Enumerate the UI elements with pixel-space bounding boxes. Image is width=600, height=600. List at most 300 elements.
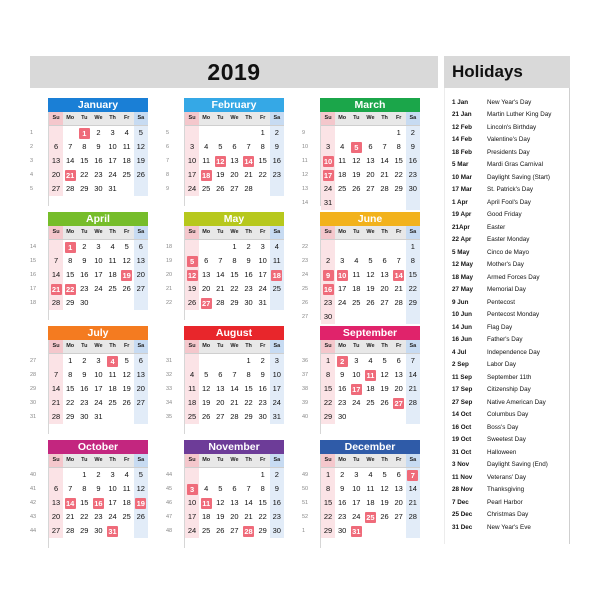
day-cell[interactable]	[185, 268, 199, 282]
day-cell[interactable]	[77, 482, 91, 496]
day-cell[interactable]	[321, 524, 335, 538]
day-cell[interactable]	[256, 368, 270, 382]
day-cell[interactable]	[185, 482, 199, 496]
day-cell[interactable]	[256, 510, 270, 524]
day-cell[interactable]	[199, 482, 213, 496]
day-cell[interactable]	[363, 468, 377, 482]
day-cell[interactable]	[335, 282, 349, 296]
day-cell[interactable]	[185, 254, 199, 268]
day-cell[interactable]	[91, 254, 105, 268]
day-cell[interactable]	[77, 254, 91, 268]
day-cell[interactable]	[91, 282, 105, 296]
day-cell[interactable]	[199, 296, 213, 310]
day-cell[interactable]	[349, 382, 363, 396]
day-cell[interactable]	[63, 240, 77, 254]
day-cell[interactable]	[242, 496, 256, 510]
day-cell[interactable]	[49, 268, 63, 282]
day-cell[interactable]	[49, 496, 63, 510]
day-cell[interactable]	[363, 296, 377, 310]
day-cell[interactable]	[321, 496, 335, 510]
day-cell[interactable]	[392, 268, 406, 282]
day-cell[interactable]	[392, 468, 406, 482]
day-cell[interactable]	[120, 368, 134, 382]
day-cell[interactable]	[406, 482, 420, 496]
day-cell[interactable]	[185, 168, 199, 182]
day-cell[interactable]	[185, 410, 199, 424]
day-cell[interactable]	[199, 368, 213, 382]
day-cell[interactable]	[392, 126, 406, 140]
day-cell[interactable]	[378, 396, 392, 410]
day-cell[interactable]	[363, 368, 377, 382]
day-cell[interactable]	[49, 154, 63, 168]
day-cell[interactable]	[378, 154, 392, 168]
day-cell[interactable]	[91, 396, 105, 410]
day-cell[interactable]	[270, 140, 284, 154]
day-cell[interactable]	[242, 482, 256, 496]
day-cell[interactable]	[63, 482, 77, 496]
day-cell[interactable]	[349, 354, 363, 368]
day-cell[interactable]	[321, 396, 335, 410]
day-cell[interactable]	[134, 140, 148, 154]
day-cell[interactable]	[392, 154, 406, 168]
day-cell[interactable]	[49, 282, 63, 296]
day-cell[interactable]	[63, 496, 77, 510]
day-cell[interactable]	[134, 510, 148, 524]
day-cell[interactable]	[363, 382, 377, 396]
day-cell[interactable]	[335, 154, 349, 168]
day-cell[interactable]	[256, 296, 270, 310]
day-cell[interactable]	[256, 496, 270, 510]
day-cell[interactable]	[392, 140, 406, 154]
day-cell[interactable]	[363, 510, 377, 524]
day-cell[interactable]	[91, 482, 105, 496]
day-cell[interactable]	[120, 240, 134, 254]
day-cell[interactable]	[270, 396, 284, 410]
day-cell[interactable]	[63, 254, 77, 268]
day-cell[interactable]	[77, 368, 91, 382]
day-cell[interactable]	[227, 524, 241, 538]
day-cell[interactable]	[134, 126, 148, 140]
day-cell[interactable]	[321, 296, 335, 310]
day-cell[interactable]	[349, 168, 363, 182]
day-cell[interactable]	[227, 296, 241, 310]
day-cell[interactable]	[134, 396, 148, 410]
day-cell[interactable]	[49, 296, 63, 310]
day-cell[interactable]	[120, 282, 134, 296]
day-cell[interactable]	[406, 126, 420, 140]
day-cell[interactable]	[227, 382, 241, 396]
day-cell[interactable]	[227, 154, 241, 168]
day-cell[interactable]	[321, 254, 335, 268]
day-cell[interactable]	[335, 410, 349, 424]
day-cell[interactable]	[134, 254, 148, 268]
day-cell[interactable]	[256, 282, 270, 296]
day-cell[interactable]	[392, 482, 406, 496]
day-cell[interactable]	[49, 182, 63, 196]
day-cell[interactable]	[335, 254, 349, 268]
day-cell[interactable]	[63, 510, 77, 524]
day-cell[interactable]	[63, 382, 77, 396]
day-cell[interactable]	[227, 282, 241, 296]
day-cell[interactable]	[363, 496, 377, 510]
day-cell[interactable]	[349, 482, 363, 496]
day-cell[interactable]	[392, 254, 406, 268]
day-cell[interactable]	[106, 510, 120, 524]
day-cell[interactable]	[49, 168, 63, 182]
day-cell[interactable]	[185, 154, 199, 168]
day-cell[interactable]	[270, 168, 284, 182]
day-cell[interactable]	[213, 254, 227, 268]
day-cell[interactable]	[185, 496, 199, 510]
day-cell[interactable]	[335, 524, 349, 538]
day-cell[interactable]	[185, 368, 199, 382]
day-cell[interactable]	[256, 254, 270, 268]
day-cell[interactable]	[77, 496, 91, 510]
day-cell[interactable]	[120, 510, 134, 524]
day-cell[interactable]	[406, 296, 420, 310]
day-cell[interactable]	[91, 410, 105, 424]
day-cell[interactable]	[256, 396, 270, 410]
day-cell[interactable]	[185, 396, 199, 410]
day-cell[interactable]	[392, 396, 406, 410]
day-cell[interactable]	[213, 496, 227, 510]
day-cell[interactable]	[363, 482, 377, 496]
day-cell[interactable]	[77, 510, 91, 524]
day-cell[interactable]	[227, 482, 241, 496]
day-cell[interactable]	[242, 140, 256, 154]
day-cell[interactable]	[227, 510, 241, 524]
day-cell[interactable]	[49, 510, 63, 524]
day-cell[interactable]	[77, 268, 91, 282]
day-cell[interactable]	[392, 368, 406, 382]
day-cell[interactable]	[349, 268, 363, 282]
day-cell[interactable]	[256, 268, 270, 282]
day-cell[interactable]	[77, 524, 91, 538]
day-cell[interactable]	[242, 282, 256, 296]
day-cell[interactable]	[63, 282, 77, 296]
day-cell[interactable]	[120, 468, 134, 482]
day-cell[interactable]	[63, 268, 77, 282]
day-cell[interactable]	[363, 140, 377, 154]
day-cell[interactable]	[363, 282, 377, 296]
day-cell[interactable]	[392, 282, 406, 296]
day-cell[interactable]	[242, 182, 256, 196]
day-cell[interactable]	[63, 182, 77, 196]
day-cell[interactable]	[91, 126, 105, 140]
day-cell[interactable]	[77, 126, 91, 140]
day-cell[interactable]	[49, 254, 63, 268]
day-cell[interactable]	[392, 382, 406, 396]
day-cell[interactable]	[120, 496, 134, 510]
day-cell[interactable]	[106, 496, 120, 510]
day-cell[interactable]	[335, 396, 349, 410]
day-cell[interactable]	[91, 240, 105, 254]
day-cell[interactable]	[406, 368, 420, 382]
day-cell[interactable]	[242, 168, 256, 182]
day-cell[interactable]	[242, 268, 256, 282]
day-cell[interactable]	[392, 296, 406, 310]
day-cell[interactable]	[256, 240, 270, 254]
day-cell[interactable]	[120, 354, 134, 368]
day-cell[interactable]	[134, 482, 148, 496]
day-cell[interactable]	[106, 240, 120, 254]
day-cell[interactable]	[406, 382, 420, 396]
day-cell[interactable]	[349, 296, 363, 310]
day-cell[interactable]	[349, 254, 363, 268]
day-cell[interactable]	[213, 168, 227, 182]
day-cell[interactable]	[213, 396, 227, 410]
day-cell[interactable]	[106, 396, 120, 410]
day-cell[interactable]	[406, 496, 420, 510]
day-cell[interactable]	[106, 524, 120, 538]
day-cell[interactable]	[49, 524, 63, 538]
day-cell[interactable]	[406, 182, 420, 196]
day-cell[interactable]	[185, 182, 199, 196]
day-cell[interactable]	[120, 126, 134, 140]
day-cell[interactable]	[378, 268, 392, 282]
day-cell[interactable]	[270, 382, 284, 396]
day-cell[interactable]	[242, 254, 256, 268]
day-cell[interactable]	[392, 510, 406, 524]
day-cell[interactable]	[77, 168, 91, 182]
day-cell[interactable]	[321, 482, 335, 496]
day-cell[interactable]	[242, 154, 256, 168]
day-cell[interactable]	[270, 282, 284, 296]
day-cell[interactable]	[91, 510, 105, 524]
day-cell[interactable]	[270, 496, 284, 510]
day-cell[interactable]	[77, 240, 91, 254]
day-cell[interactable]	[256, 468, 270, 482]
day-cell[interactable]	[242, 382, 256, 396]
day-cell[interactable]	[134, 468, 148, 482]
day-cell[interactable]	[378, 496, 392, 510]
day-cell[interactable]	[378, 382, 392, 396]
day-cell[interactable]	[392, 168, 406, 182]
day-cell[interactable]	[120, 268, 134, 282]
day-cell[interactable]	[321, 168, 335, 182]
day-cell[interactable]	[321, 268, 335, 282]
day-cell[interactable]	[392, 354, 406, 368]
day-cell[interactable]	[270, 240, 284, 254]
day-cell[interactable]	[270, 410, 284, 424]
day-cell[interactable]	[321, 382, 335, 396]
day-cell[interactable]	[91, 382, 105, 396]
day-cell[interactable]	[256, 410, 270, 424]
day-cell[interactable]	[335, 296, 349, 310]
day-cell[interactable]	[91, 182, 105, 196]
day-cell[interactable]	[91, 140, 105, 154]
day-cell[interactable]	[213, 382, 227, 396]
day-cell[interactable]	[227, 254, 241, 268]
day-cell[interactable]	[406, 396, 420, 410]
day-cell[interactable]	[378, 468, 392, 482]
day-cell[interactable]	[392, 182, 406, 196]
day-cell[interactable]	[213, 510, 227, 524]
day-cell[interactable]	[199, 254, 213, 268]
day-cell[interactable]	[213, 410, 227, 424]
day-cell[interactable]	[134, 168, 148, 182]
day-cell[interactable]	[91, 154, 105, 168]
day-cell[interactable]	[406, 468, 420, 482]
day-cell[interactable]	[335, 268, 349, 282]
day-cell[interactable]	[392, 496, 406, 510]
day-cell[interactable]	[335, 496, 349, 510]
day-cell[interactable]	[134, 154, 148, 168]
day-cell[interactable]	[134, 382, 148, 396]
day-cell[interactable]	[242, 296, 256, 310]
day-cell[interactable]	[213, 154, 227, 168]
day-cell[interactable]	[321, 140, 335, 154]
day-cell[interactable]	[49, 368, 63, 382]
day-cell[interactable]	[242, 396, 256, 410]
day-cell[interactable]	[213, 268, 227, 282]
day-cell[interactable]	[63, 368, 77, 382]
day-cell[interactable]	[335, 468, 349, 482]
day-cell[interactable]	[91, 268, 105, 282]
day-cell[interactable]	[406, 154, 420, 168]
day-cell[interactable]	[406, 510, 420, 524]
day-cell[interactable]	[185, 510, 199, 524]
day-cell[interactable]	[256, 154, 270, 168]
day-cell[interactable]	[321, 354, 335, 368]
day-cell[interactable]	[349, 282, 363, 296]
day-cell[interactable]	[106, 468, 120, 482]
day-cell[interactable]	[406, 354, 420, 368]
day-cell[interactable]	[363, 268, 377, 282]
day-cell[interactable]	[91, 468, 105, 482]
day-cell[interactable]	[242, 240, 256, 254]
day-cell[interactable]	[321, 182, 335, 196]
day-cell[interactable]	[199, 282, 213, 296]
day-cell[interactable]	[213, 482, 227, 496]
day-cell[interactable]	[270, 468, 284, 482]
day-cell[interactable]	[106, 182, 120, 196]
day-cell[interactable]	[106, 282, 120, 296]
day-cell[interactable]	[349, 496, 363, 510]
day-cell[interactable]	[321, 154, 335, 168]
day-cell[interactable]	[120, 140, 134, 154]
day-cell[interactable]	[227, 368, 241, 382]
day-cell[interactable]	[49, 396, 63, 410]
day-cell[interactable]	[270, 126, 284, 140]
day-cell[interactable]	[199, 396, 213, 410]
day-cell[interactable]	[227, 410, 241, 424]
day-cell[interactable]	[378, 254, 392, 268]
day-cell[interactable]	[213, 140, 227, 154]
day-cell[interactable]	[406, 168, 420, 182]
day-cell[interactable]	[49, 382, 63, 396]
day-cell[interactable]	[378, 482, 392, 496]
day-cell[interactable]	[349, 510, 363, 524]
day-cell[interactable]	[227, 168, 241, 182]
day-cell[interactable]	[106, 254, 120, 268]
day-cell[interactable]	[349, 182, 363, 196]
day-cell[interactable]	[363, 154, 377, 168]
day-cell[interactable]	[134, 268, 148, 282]
day-cell[interactable]	[106, 168, 120, 182]
day-cell[interactable]	[185, 140, 199, 154]
day-cell[interactable]	[199, 140, 213, 154]
day-cell[interactable]	[63, 168, 77, 182]
day-cell[interactable]	[77, 354, 91, 368]
day-cell[interactable]	[106, 354, 120, 368]
day-cell[interactable]	[106, 126, 120, 140]
day-cell[interactable]	[199, 410, 213, 424]
day-cell[interactable]	[49, 482, 63, 496]
day-cell[interactable]	[335, 354, 349, 368]
day-cell[interactable]	[199, 496, 213, 510]
day-cell[interactable]	[256, 482, 270, 496]
day-cell[interactable]	[120, 482, 134, 496]
day-cell[interactable]	[321, 410, 335, 424]
day-cell[interactable]	[321, 282, 335, 296]
day-cell[interactable]	[199, 382, 213, 396]
day-cell[interactable]	[270, 510, 284, 524]
day-cell[interactable]	[321, 368, 335, 382]
day-cell[interactable]	[378, 282, 392, 296]
day-cell[interactable]	[335, 368, 349, 382]
day-cell[interactable]	[335, 382, 349, 396]
day-cell[interactable]	[63, 296, 77, 310]
day-cell[interactable]	[199, 168, 213, 182]
day-cell[interactable]	[106, 382, 120, 396]
day-cell[interactable]	[270, 254, 284, 268]
day-cell[interactable]	[120, 382, 134, 396]
day-cell[interactable]	[406, 268, 420, 282]
day-cell[interactable]	[63, 524, 77, 538]
day-cell[interactable]	[242, 368, 256, 382]
day-cell[interactable]	[213, 182, 227, 196]
day-cell[interactable]	[378, 168, 392, 182]
day-cell[interactable]	[134, 368, 148, 382]
day-cell[interactable]	[213, 524, 227, 538]
day-cell[interactable]	[77, 396, 91, 410]
day-cell[interactable]	[120, 254, 134, 268]
day-cell[interactable]	[406, 254, 420, 268]
day-cell[interactable]	[199, 268, 213, 282]
day-cell[interactable]	[335, 140, 349, 154]
day-cell[interactable]	[134, 496, 148, 510]
day-cell[interactable]	[335, 482, 349, 496]
day-cell[interactable]	[199, 524, 213, 538]
day-cell[interactable]	[185, 524, 199, 538]
day-cell[interactable]	[270, 368, 284, 382]
day-cell[interactable]	[242, 354, 256, 368]
day-cell[interactable]	[378, 368, 392, 382]
day-cell[interactable]	[77, 296, 91, 310]
day-cell[interactable]	[63, 154, 77, 168]
day-cell[interactable]	[120, 396, 134, 410]
day-cell[interactable]	[321, 310, 335, 324]
day-cell[interactable]	[363, 396, 377, 410]
day-cell[interactable]	[106, 482, 120, 496]
day-cell[interactable]	[77, 282, 91, 296]
day-cell[interactable]	[213, 282, 227, 296]
day-cell[interactable]	[256, 382, 270, 396]
day-cell[interactable]	[77, 468, 91, 482]
day-cell[interactable]	[256, 126, 270, 140]
day-cell[interactable]	[185, 296, 199, 310]
day-cell[interactable]	[49, 410, 63, 424]
day-cell[interactable]	[120, 154, 134, 168]
day-cell[interactable]	[335, 510, 349, 524]
day-cell[interactable]	[270, 482, 284, 496]
day-cell[interactable]	[378, 182, 392, 196]
day-cell[interactable]	[63, 396, 77, 410]
day-cell[interactable]	[91, 496, 105, 510]
day-cell[interactable]	[227, 182, 241, 196]
day-cell[interactable]	[349, 396, 363, 410]
